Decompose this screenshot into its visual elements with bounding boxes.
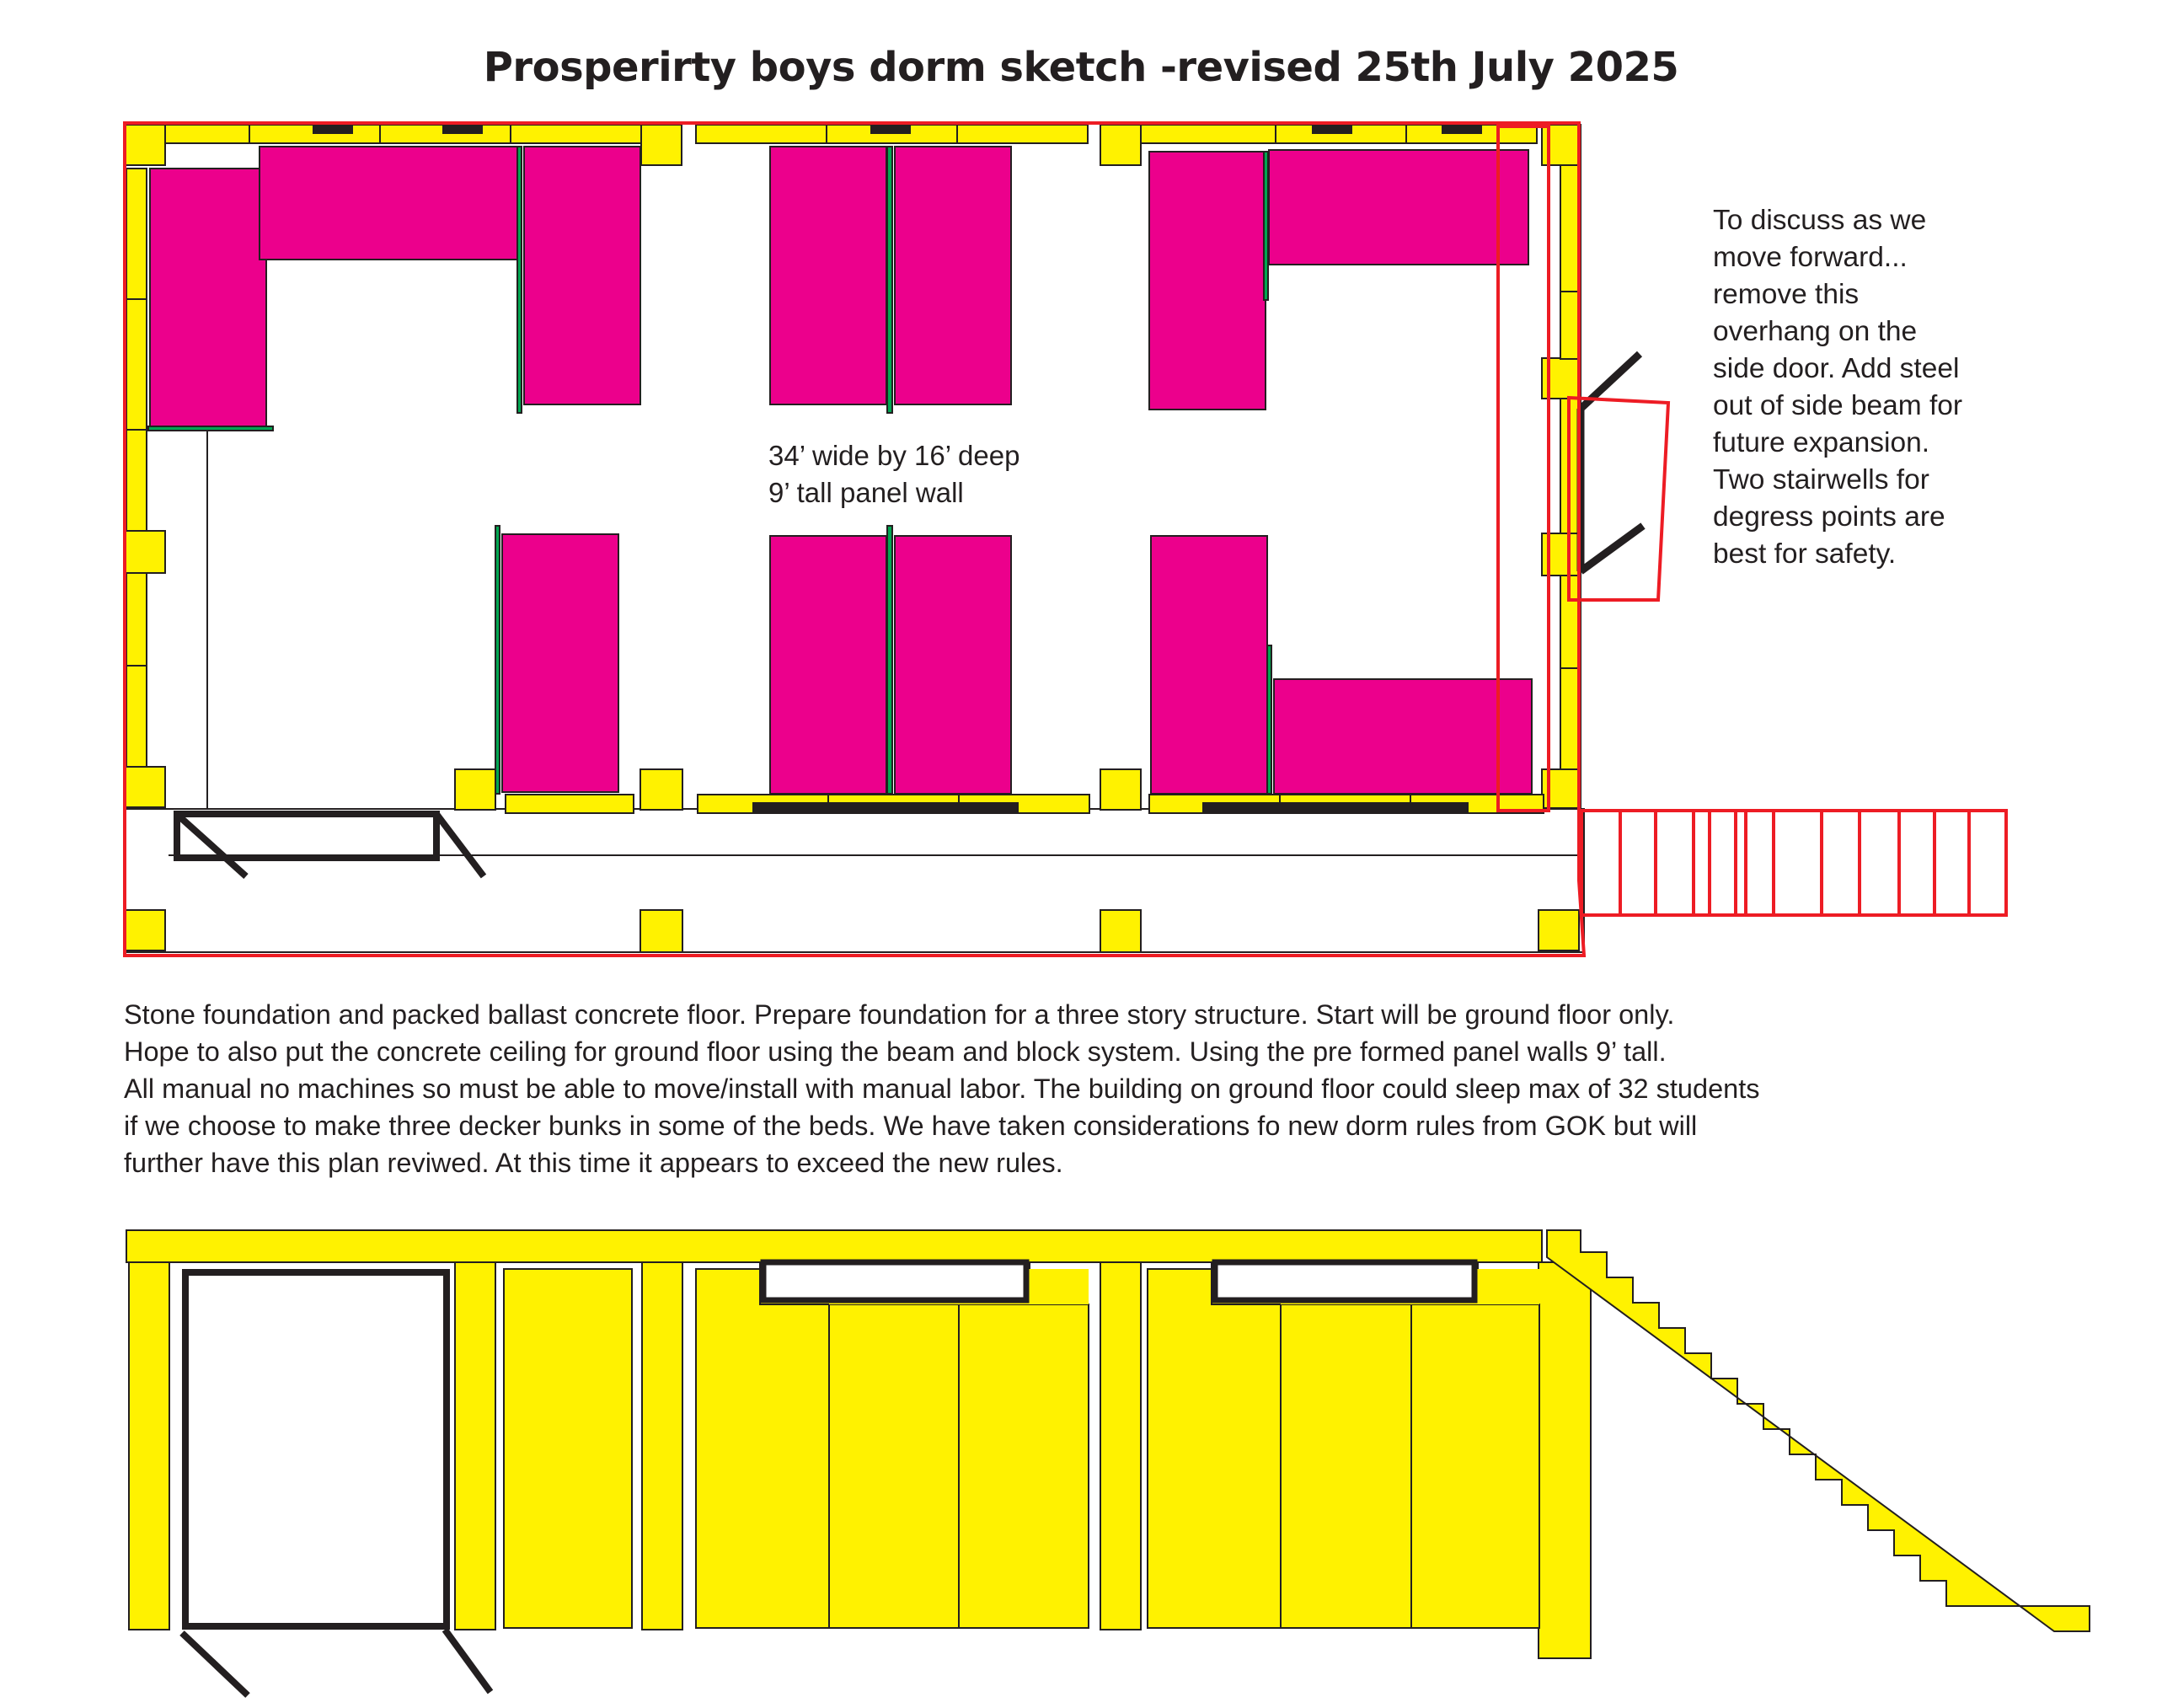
elevation-staircase (1547, 1230, 2090, 1631)
veranda-posts (125, 910, 1579, 952)
note-line: side door. Add steel (1713, 353, 1960, 384)
window (763, 1262, 1026, 1300)
bed (770, 147, 886, 404)
bed (524, 147, 640, 404)
left-bottom-post (125, 767, 165, 807)
description-line: if we choose to make three decker bunks in some of the beds. We have taken considerations fo new dorm rules from GOK but will (124, 1111, 1698, 1141)
note-line: degress points are (1713, 501, 1945, 533)
note-line: best for safety. (1713, 538, 1897, 570)
veranda-outline (125, 809, 1584, 952)
description-line: Stone foundation and packed ballast concrete floor. Prepare foundation for a three story structure. Start will be ground floor only. (124, 999, 1675, 1030)
elevation-door (182, 1272, 490, 1695)
bed (895, 536, 1011, 794)
bed (1151, 536, 1267, 794)
description-line: further have this plan reviwed. At this time it appears to exceed the new rules. (124, 1148, 1063, 1178)
note-line: Two stairwells for (1713, 464, 1929, 495)
bed (1149, 152, 1266, 410)
wall-panel (511, 125, 641, 143)
description-line: Hope to also put the concrete ceiling for ground floor using the beam and block system. Using the pre formed panel walls 9’ tall. (124, 1036, 1667, 1067)
wall-panel (641, 125, 682, 165)
side-door-swing (1581, 354, 1643, 571)
roof-beam (126, 1230, 1542, 1262)
wall-panel (165, 125, 249, 143)
bed (1269, 150, 1528, 265)
note-line: out of side beam for (1713, 390, 1963, 421)
page-title: Prosperirty boys dorm sketch -revised 25th July 2025 (483, 44, 1679, 91)
front-door-swing (177, 814, 484, 876)
dimension-label-height: 9’ tall panel wall (768, 477, 964, 508)
bed (895, 147, 1011, 404)
note-line: overhang on the (1713, 316, 1918, 347)
stair-treads (1620, 811, 1969, 915)
bed (260, 147, 517, 260)
note-line: move forward... (1713, 242, 1908, 273)
wall-panel (696, 125, 827, 143)
top-middle-post (1100, 125, 1141, 165)
left-middle-post (125, 531, 165, 573)
project-description (124, 996, 2104, 1181)
note-line: future expansion. (1713, 427, 1930, 458)
description-line: All manual no machines so must be able to move/install with manual labor. The building on ground floor could sleep max of 32 students (124, 1074, 1760, 1104)
bed (1274, 679, 1532, 794)
front-elevation (126, 1230, 2090, 1695)
wall-panel (1141, 125, 1276, 143)
bed (770, 536, 886, 794)
bed (150, 169, 266, 426)
note-line: remove this (1713, 279, 1860, 310)
door-frame (185, 1272, 447, 1626)
discussion-note (1713, 202, 2033, 573)
stair-outline (1581, 811, 2006, 915)
dimension-label-width: 34’ wide by 16’ deep (768, 440, 1020, 471)
window (1215, 1262, 1474, 1300)
top-left-corner-post (125, 125, 165, 165)
bed (502, 534, 618, 792)
note-line: To discuss as we (1713, 205, 1927, 236)
wall-panel (957, 125, 1088, 143)
